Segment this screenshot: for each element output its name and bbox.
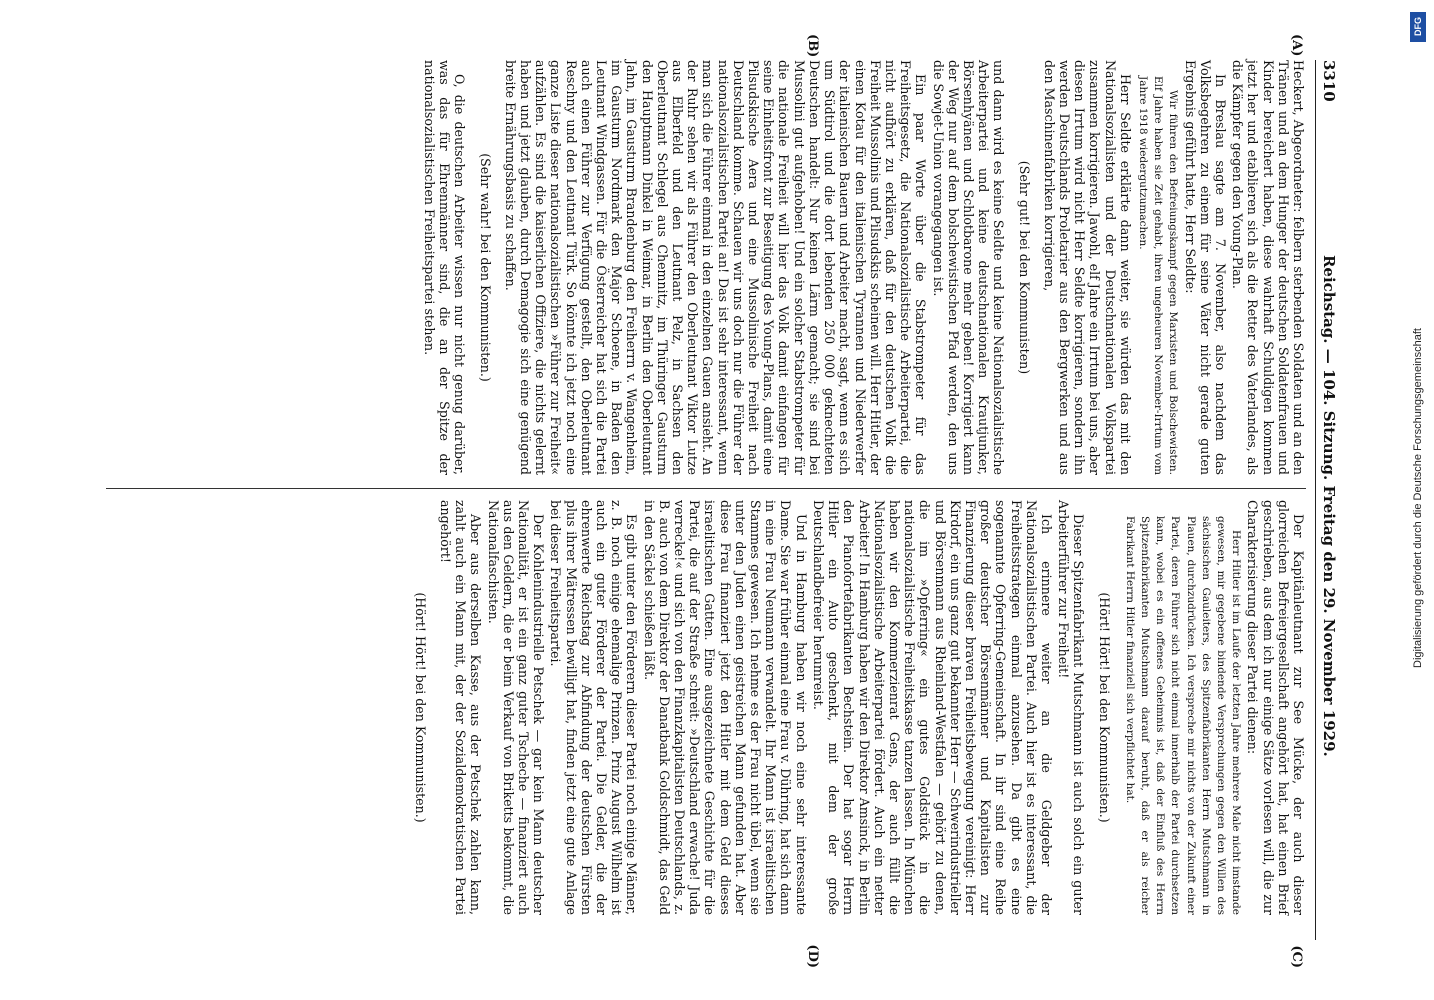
interjection: (Hört! Hört! bei den Kommunisten.) (1096, 592, 1112, 823)
column-divider (106, 488, 1306, 489)
paragraph: Ich erinnere weiter an die Geldgeber der Nationalsozialistischen Partei. Auch hier ist es interessant, die Freiheitsstrategen einmal anzusehen. Da gibt es eine sogenannte Opferring-Gemeinschaft. In ihr sind eine Reihe großer deutscher Börsenmänner und Kapitalisten zur Finanzierung dieser braven Freiheitsbewegung vereinigt: Herr Kirdorf, ein uns ganz gut bekannter Herr — Schwerindustrieller und Börsenmann aus Rheinland-Westfalen — gehört zu denen, die im »Opferring« ein gutes Goldstück in die nationalsozialistische Freiheitskasse tanzen lassen. In München haben wir den Kommerzienrat Gens, der auch füllt die Nationalsozialistische Arbeiterpartei fördert. Auch ein netter Arbeiter! In Hamburg haben wir den Direktor Amsinck, in Berlin den Pianofortefabrikanten Bechstein. Der hat sogar Herrn Hitler ein Auto geschenkt, mit dem der große Deutschlandbefreier herumreist. (810, 500, 1054, 916)
session-title: Reichstag. — 104. Sitzung. Freitag den 29. November 1929. (1319, 254, 1338, 757)
paragraph: Und in Hamburg haben wir noch eine sehr interessante Dame. Sie war früher einmal eine Frau v. Dühring, hat sich dann in eine Frau Neumann verwandelt. Ihr Mann ist israelitischen Stammes gewesen. Ich nehme es der Frau nicht übel, wenn sie unter den Juden einen geistreichen Mann gefunden hat. Aber diese Frau finanziert jetzt den Hitler mit dem Geld dieses israelitischen Gatten. Eine ausgezeichnete Geschichte für die Partei, die auf der Straße schreit: »Deutschland erwache! Juda verrecke!« und sich von den Finanzkapitalisten Deutschlands, z. B. auch von dem Direktor der Danatbank Goldschmidt, das Geld in den Säckel schießen läßt. (641, 500, 809, 915)
document-page (80, 34, 1340, 968)
paragraph: Es gibt unter den Förderern dieser Partei noch einige Männer, z. B. noch einige ehemalige Prinzen. Prinz August Wilhelm ist auch ein guter Förderer der Partei. Die Gelder, die der ehrenwerte Reichstag zur Abfindung der deutschen Fürsten plus ihrer Mätressen bewilligt hat, finden jetzt eine gute Anlage bei dieser Freiheitspartei. (548, 500, 640, 915)
quote: Wir führen den Befreiungskampf gegen Marxisten und Bolschewisten. Elf Jahre haben sie Zeit gehabt, ihren ungeheuren November-Irrtum vom Jahre 1918 wiedergutzumachen. (1136, 76, 1180, 475)
paragraph: Dieser Spitzenfabrikant Mutschmann ist auch solch ein guter Arbeiterführer zur Freiheit! (1056, 500, 1087, 915)
interjection: (Sehr wahr! bei den Kommunisten.) (477, 153, 493, 382)
paragraph: In Breslau sagte am 7. November, also nachdem das Volksbegehren zu einem für seine Väter nicht gerade guten Ergebnis geführt hatte, Herr Seldte: (1182, 60, 1228, 475)
credit-text: Digitalisierung gefördert durch die Deutsche Forschungsgemeinschaft (1412, 328, 1424, 668)
quote: Herr Hitler ist im Laufe der letzten Jahre mehrere Male nicht imstande gewesen, mir gegebene bindende Versprechungen gegen den Willen des sächsischen Gauleiters, des Spitzenfabrikanten Herrn Mutschmann in Plauen, durchzudrücken. Ich verspreche mir nichts von der Zukunft einer Partei, deren Führer sich nicht einmal innerhalb der Partei durchsetzen kann, wobei es ein offenes Geheimnis ist, daß der Einfluß des Herrn Spitzenfabrikanten Mutschmann darauf beruht, daß er als reicher Fabrikant Herrn Hitler finanziell sich verpflichtet hat. (1123, 516, 1243, 915)
paragraph: Der Kohlenindustrielle Petschek — gar kein Mann deutscher Nationalität, er ist ein ganz guter Tscheche — finanziert auch aus den Geldern, die er beim Verkauf von Briketts bekommt, die Nationalfaschisten. (485, 500, 547, 915)
left-column (420, 60, 1306, 475)
paragraph: Der Kapitänleutnant zur See Mücke, der auch dieser glorreichen Befreiergesellschaft angehört hat, hat einen Brief geschrieben, aus dem ich nur einige Sätze vorlesen will, die zur Charakterisierung dieser Partei dienen: (1245, 500, 1306, 915)
paragraph: Heckert, Abgeordneter: felbern sterbenden Soldaten und an den Tränen und an dem Hunger der deutschen Soldatenfrauen und Kinder bereichert haben, diese wahrhaft Schuldigen kommen jetzt her und etablieren sich als die Retter des Vaterlandes, als die Kämpfer gegen den Young-Plan. (1230, 60, 1306, 475)
dfg-logo: DFG (1410, 12, 1426, 42)
margin-marker-b: (B) (805, 34, 820, 58)
margin-marker-a: (A) (1289, 34, 1304, 57)
margin-marker-d: (D) (805, 944, 820, 968)
interjection: (Hört! Hört! bei den Kommunisten.) (412, 592, 428, 823)
page-header (1315, 60, 1340, 940)
margin-marker-c: (C) (1289, 945, 1304, 968)
paragraph: Ein paar Worte über die Stabstrompeter für das Freiheitsgesetz, die Nationalsozialistische Arbeiterpartei, die nicht aufhört zu erklären, daß für den deutschen Volk die Freiheit Mussolinis und Pilsudskis scheinen will. Herr Hitler, der einen Kotau für den italienischen Tyrannen und Niederwerfer der italienischen Bauern und Arbeiter macht, sagt, wenn es sich um Südtirol und die dort lebenden 250 000 geknechteten Deutschen handelt: Nur keinen Lärm gemacht; sie sind bei Mussolini gut aufgehoben! Und ein solcher Stabstrompeter für die nationale Freiheit will hier das Volk damit einfangen für seine Einheitsfront zur Beseitigung des Young-Plans, damit eine Pilsudskische Aera und eine Mussolinische Freiheit nach Deutschland komme. Schauen wir uns doch nur die Führer der nationalsozialistischen Partei an! Das ist sehr interessant, wenn man sich die Führer einmal in den einzelnen Gauen ansieht. An der Ruhr sehen wir als Führer den Oberleutnant Viktor Lutze aus Elberfeld und den Leutnant Pelz, in Sachsen den Oberleutnant Schlegel aus Chemnitz, im Thüringer Gausturm den Hauptmann Dinkel in Weimar, in Berlin den Oberleutnant Jahn, im Gausturm Brandenburg den Freiherrn v. Wangenheim, im Gausturm Nordmark den Major Schoene, in Baden den Leutnant Windgassen. Für die Österreicher hat sich die Partei auch einen Führer zur Verfügung gestellt, den Oberleutnant Reschny und den Leutnant Türk. So könnte ich jetzt noch eine ganze Liste dieser nationalsozialistischen »Führer zur Freiheit« aufzählen. Es sind die kaiserlichen Offiziere, die nichts gelernt haben und jetzt glauben, durch Demagogie sich eine genügend breite Ernährungsbasis zu schaffen. (502, 60, 929, 475)
paragraph: O, die deutschen Arbeiter wissen nur nicht genug darüber, was das für Ehrenmänner sind, die an der Spitze der nationalsozialistischen Freiheitspartei stehen. (422, 60, 468, 475)
scanned-page-area (80, 34, 1340, 968)
paragraph: und dann wird es keine Seldte und keine Nationalsozialistische Arbeiterpartei und keine deutschnationalen Krautjunker, Börsenhyänen und Schlotbarone mehr geben! Korrigiert kann der Weg nur auf dem bolschewistischen Pfad werden, den uns die Sowjet-Union vorangegangen ist. (930, 60, 1007, 475)
interjection: (Sehr gut! bei den Kommunisten) (1016, 160, 1032, 375)
digitization-credit (1408, 8, 1428, 988)
paragraph: Aber aus derselben Kasse, aus der Petschek zahlen kann, zahlt auch ein Mann mit, der der Sozialdemokratischen Partei angehört! (438, 500, 484, 915)
right-column (403, 500, 1306, 915)
paragraph: Herr Seldte erklärte dann weiter, sie würden das mit den Nationalsozialisten und der Deutschnationalen Volkspartei zusammen korrigieren. Jawohl, elf Jahre ein Irrtum bei uns, aber diesen Irrtum wird nicht Herr Seldte korrigieren, sondern ihn werden Deutschlands Proletarier aus den Bergwerken und aus den Maschinenfabriken korrigieren, (1041, 60, 1133, 475)
page-number: 3310 (1319, 60, 1338, 102)
